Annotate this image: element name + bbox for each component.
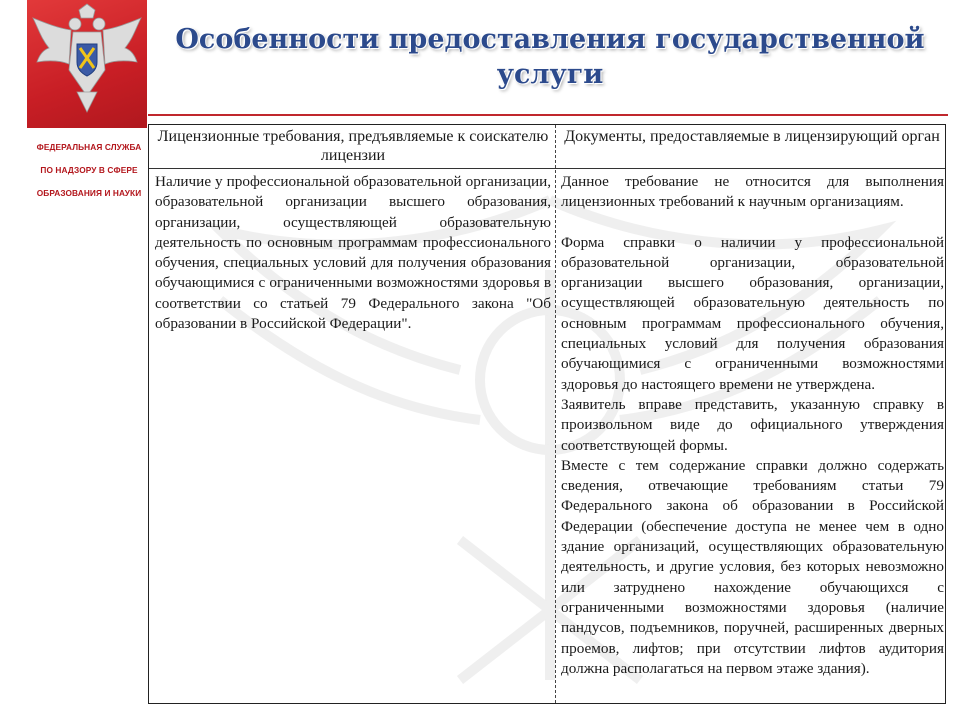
agency-name [30,136,148,205]
agency-logo [27,0,147,128]
documents-paragraph-1: Данное требование не относится для выполнения лицензионных требований к научным организациям. [561,173,944,211]
documents-paragraph-3: Заявитель вправе представить, указанную справку в произвольном виде до официального утверждения соответствующей формы. [561,395,944,454]
requirement-cell [155,172,551,334]
agency-line-1: ФЕДЕРАЛЬНАЯ СЛУЖБА [36,142,142,152]
column-divider [555,125,557,703]
header-divider [149,168,945,169]
documents-cell [561,172,944,679]
column-header-documents: Документы, предоставляемые в лицензирующий орган [564,128,940,145]
agency-line-2: ПО НАДЗОРУ В СФЕРЕ [40,165,138,175]
page-title: Особенности предоставления государственной услуги [175,24,925,90]
title-divider [148,114,948,116]
double-headed-eagle-emblem-icon [27,0,147,128]
requirement-text: Наличие у профессиональной образовательной организации, образовательной организации высшего образования, организации, осуществляющей образовательную деятельность по основным программам профессионального обучения, специальных условий для получения образования обучающимися с ограниченными возможностями здоровья в соответствии со статьей 79 Федерального закона "Об образовании в Российской Федерации". [155,173,551,333]
documents-paragraph-4: Вместе с тем содержание справки должно содержать сведения, отвечающие требованиям статьи 79 Федерального закона об образовании в Российской Федерации (обеспечение доступа не менее чем в одно здание организаций, осуществляющих образовательную деятельность, и другие условия, без которых невозможно или затруднено нахождение обучающихся с ограниченными возможностями здоровья (наличие пандусов, подъемников, поручней, расширенных дверных проемов, лифтов; при отсутствии лифтов аудитория должна располагаться на первом этаже здания). [561,456,944,677]
documents-paragraph-2: Форма справки о наличии у профессиональной образовательной организации, образовательной организации высшего образования, организации, осуществляющей образовательную деятельность по основным программам профессионального обучения, специальных условий для получения образования обучающимися с ограниченными возможностями здоровья до настоящего времени не утверждена. [561,233,944,393]
requirements-table [148,124,946,704]
column-header-requirements: Лицензионные требования, предъявляемые к соискателю лицензии [157,128,549,164]
agency-line-3: ОБРАЗОВАНИЯ И НАУКИ [36,188,142,198]
